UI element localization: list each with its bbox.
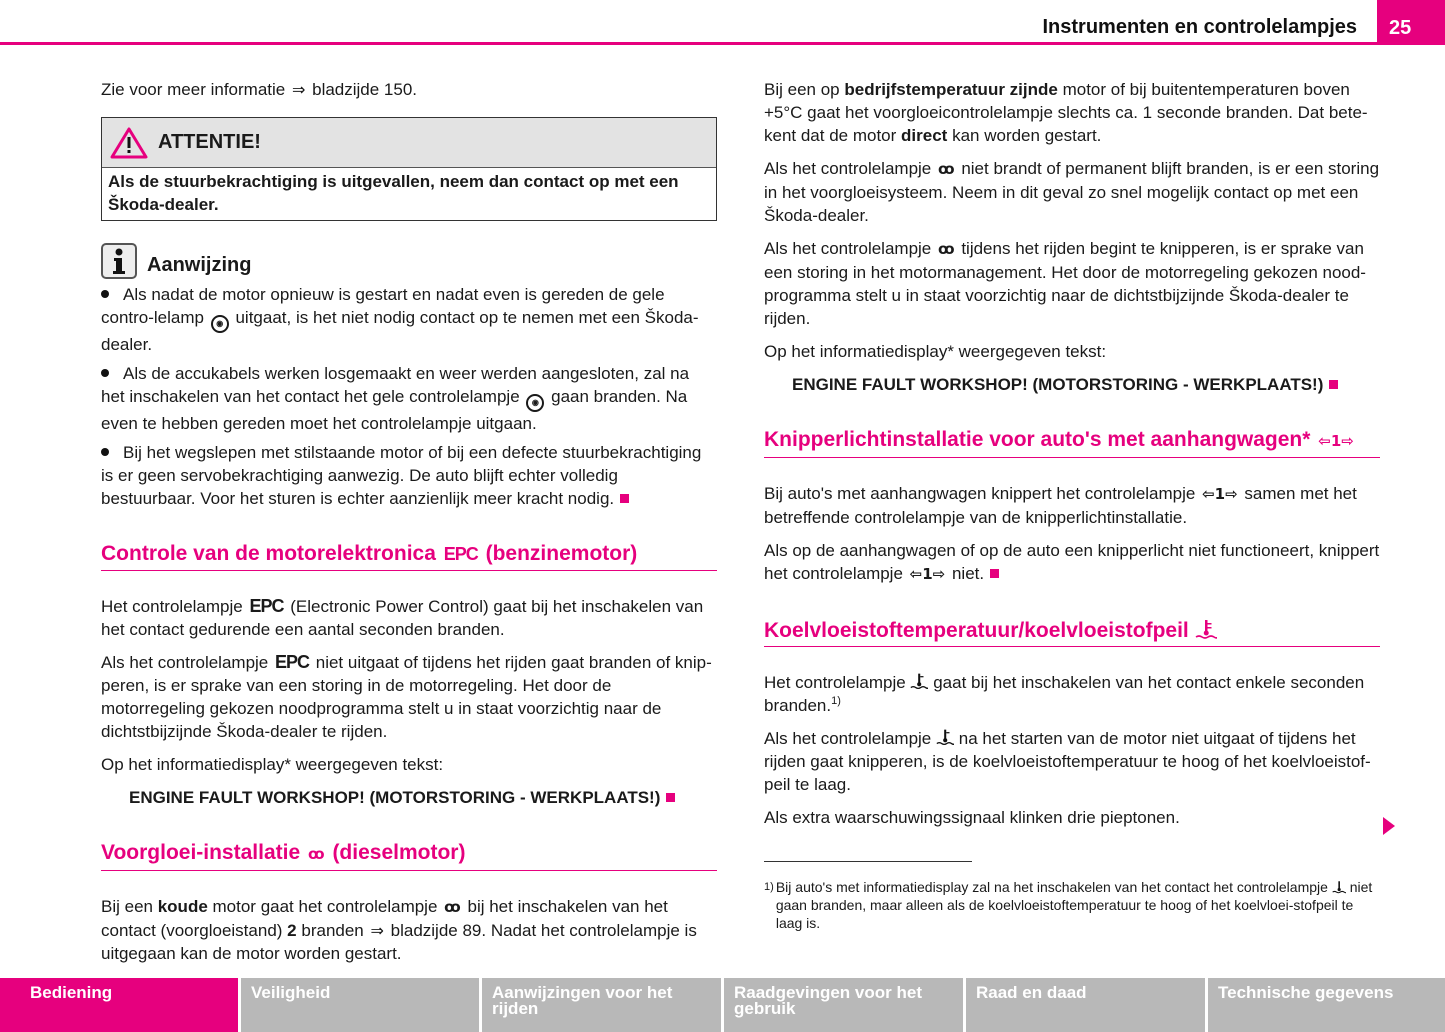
tab-aanwijzingen-voor-het-rijden[interactable]: Aanwijzingen voor het rijden	[482, 978, 721, 1032]
warning-text: Als de stuurbekrachtiging is uitgevallen, neem dan contact op met een Škoda-dealer.	[108, 172, 679, 214]
warning-title: ATTENTIE!	[158, 131, 261, 153]
section-end-marker	[1329, 380, 1338, 389]
epc-icon: EPC	[275, 652, 310, 672]
steering-warning-lamp-icon: ◉	[211, 315, 229, 333]
glow-plug-icon: ꝏ	[444, 898, 461, 916]
intro-paragraph: Zie voor meer informatie ⇒ bladzijde 150.	[101, 80, 418, 99]
trailer-paragraph: Bij auto's met aanhangwagen knippert het controlelampje ⇦1⇨ samen met het betreffende controlelampje van de knipperlichtinstallatie.	[764, 484, 1357, 527]
tab-raad-en-daad[interactable]: Raad en daad	[966, 978, 1205, 1032]
coolant-paragraph: Het controlelampje gaat bij het inschakelen van het contact enkele seconden branden.$^{1)}$	[764, 673, 1365, 715]
header-rule	[0, 42, 1445, 45]
heading-coolant: Koelvloeistoftemperatuur/koelvloeistofpeil	[764, 618, 1380, 647]
warning-box	[101, 117, 717, 221]
epc-paragraph: Het controlelampje EPC (Electronic Power Control) gaat bij het inschakelen van het contact gedurende een aantal seconden branden.	[101, 596, 704, 639]
trailer-indicator-icon: ⇦1⇨	[909, 565, 946, 583]
section-end-marker	[666, 793, 675, 802]
epc-paragraph: Als het controlelampje EPC niet uitgaat of tijdens het rijden gaat branden of knip-peren, is er sprake van een storing in de motorregeling. Het door de motorregeling gekozen noodprogramma stelt u in staat voorzichtig naar de dichtstbijzijnde Škoda-dealer te rijden.	[101, 652, 712, 741]
trailer-indicator-icon: ⇦1⇨	[1318, 432, 1354, 450]
page-header	[0, 0, 1445, 46]
info-note-icon	[101, 243, 137, 279]
glow-plug-icon: ꝏ	[308, 845, 325, 863]
warning-header	[102, 118, 716, 168]
display-message: ENGINE FAULT WORKSHOP! (MOTORSTORING - WERKPLAATS!)	[101, 786, 717, 809]
epc-paragraph: Op het informatiedisplay* weergegeven tekst:	[101, 755, 444, 774]
coolant-paragraph: Als extra waarschuwingssignaal klinken drie pieptonen.	[764, 808, 1180, 827]
display-message: ENGINE FAULT WORKSHOP! (MOTORSTORING - WERKPLAATS!)	[764, 373, 1380, 396]
epc-icon: EPC	[249, 596, 284, 616]
coolant-temperature-icon	[1332, 880, 1346, 894]
coolant-temperature-icon	[910, 672, 928, 690]
heading-trailer-indicators: Knipperlichtinstallatie voor auto's met aanhangwagen* ⇦1⇨	[764, 428, 1380, 458]
glow-paragraph: Op het informatiedisplay* weergegeven tekst:	[764, 342, 1107, 361]
section-end-marker	[990, 569, 999, 578]
glow-paragraph: Bij een op bedrijfstemperatuur zijnde motor of bij buitentemperaturen boven +5°C gaat het voorgloeicontrolelampje slechts ca. 1 seconde branden. Dat bete-kent dat de motor direct kan worden gestart.	[764, 80, 1368, 145]
heading-glow-plug: Voorgloei-installatie ꝏ (dieselmotor)	[101, 841, 717, 871]
note-bullet: Als de accukabels werken losgemaakt en weer werden aangesloten, zal na het inschakelen van het contact het gele controlelampje ◉ gaan branden. Na even te hebben gereden moet het controlelampje uitgaan.	[101, 364, 690, 433]
heading-epc: Controle van de motorelektronica EPC (benzinemotor)	[101, 542, 717, 571]
right-column	[764, 78, 1380, 932]
coolant-temperature-icon	[1195, 618, 1217, 640]
glow-paragraph: Als het controlelampje ꝏ niet brandt of permanent blijft branden, is er een storing in het voorgloeisysteem. Neem in dit geval zo snel mogelijk contact op met een Škoda-dealer.	[764, 159, 1380, 225]
coolant-paragraph: Als het controlelampje na het starten van de motor niet uitgaat of tijdens het rijden gaat knipperen, is de koelvloeistoftemperatuur te hoog of het koelvloeistof-peil te laag.	[764, 729, 1371, 794]
bullet-icon	[101, 290, 109, 298]
footnote-number: 1)	[764, 881, 774, 893]
trailer-indicator-icon: ⇦1⇨	[1202, 485, 1238, 503]
page-reference-link[interactable]: bladzijde 89. Nadat het controlelampje is uitgegaan kan de motor worden gestart.	[101, 921, 697, 963]
page-number: 25	[1377, 0, 1445, 45]
section-end-marker	[620, 494, 629, 503]
page-reference-link[interactable]: bladzijde 150.	[312, 80, 418, 99]
tab-bediening[interactable]: Bediening	[0, 978, 238, 1032]
glow-paragraph: Als het controlelampje ꝏ tijdens het rijden begint te knipperen, is er sprake van een storing in het motormanagement. Het door de motorregeling gekozen nood-programma stelt u in staat voorzichtig naar de dichtstbijzijnde Škoda-dealer te rijden.	[764, 239, 1366, 328]
steering-warning-lamp-icon: ◉	[526, 394, 544, 412]
footnote-reference[interactable]: 1)	[831, 695, 841, 707]
glow-paragraph: Bij een koude motor gaat het controlelampje ꝏ bij het inschakelen van het contact (voorgloeistand) 2 branden ⇒ bladzijde 89. Nadat het controlelampje is uitgegaan kan de motor worden gestart.	[101, 897, 697, 963]
note-bullet: Als nadat de motor opnieuw is gestart en nadat even is gereden de gele contro-lelamp ◉ uitgaat, is het niet nodig contact op te nemen met een Škoda-dealer.	[101, 285, 699, 354]
footer-nav	[0, 978, 1445, 1032]
epc-icon: EPC	[443, 544, 478, 564]
trailer-paragraph: Als op de aanhangwagen of op de auto een knipperlicht niet functioneert, knippert het controlelampje ⇦1⇨ niet.	[764, 541, 1380, 583]
next-page-arrow-icon[interactable]	[1383, 817, 1395, 835]
note-title: Aanwijzing	[147, 254, 252, 276]
bullet-icon	[101, 448, 109, 456]
chapter-title: Instrumenten en controlelampjes	[1042, 16, 1357, 38]
glow-plug-icon: ꝏ	[938, 240, 955, 258]
bullet-icon	[101, 369, 109, 377]
left-column	[101, 78, 717, 975]
coolant-temperature-icon	[936, 728, 954, 746]
glow-plug-icon: ꝏ	[938, 160, 955, 178]
tab-technische-gegevens[interactable]: Technische gegevens	[1208, 978, 1445, 1032]
footnote: 1) Bij auto's met informatiedisplay zal na het inschakelen van het contact het controlelampje niet gaan branden, maar alleen als de koelvloeistoftemperatuur te hoog of het koelvloei-stofpeil te laag is.	[764, 879, 1373, 931]
note-section	[101, 243, 717, 510]
reference-arrow-icon: ⇒	[370, 921, 384, 940]
tab-raadgevingen-voor-het-gebruik[interactable]: Raadgevingen voor het gebruik	[724, 978, 963, 1032]
footnote-divider	[764, 861, 972, 862]
warning-triangle-icon	[110, 127, 148, 159]
note-bullet: Bij het wegslepen met stilstaande motor of bij een defecte stuurbekrachtiging is er geen servobekrachtiging aanwezig. De auto blijft echter volledig bestuurbaar. Voor het sturen is echter aanzienlijk meer kracht nodig.	[101, 443, 702, 508]
tab-veiligheid[interactable]: Veiligheid	[241, 978, 479, 1032]
reference-arrow-icon: ⇒	[291, 80, 306, 99]
